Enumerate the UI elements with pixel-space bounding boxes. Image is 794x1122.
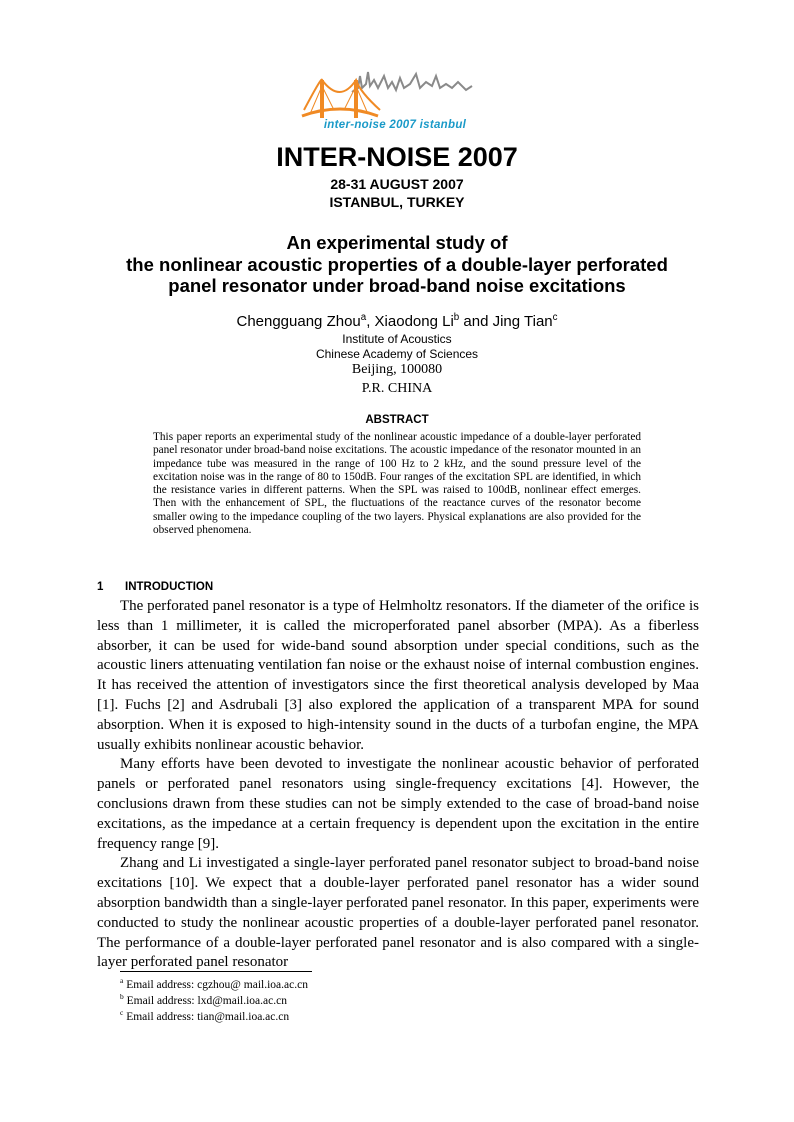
author-mark: c <box>552 312 558 323</box>
bridge-skyline-icon <box>300 62 490 122</box>
footnote-mark: a <box>120 976 124 986</box>
paragraph: Zhang and Li investigated a single-layer perforated panel resonator subject to broad-band noise excitations [10]. We expect that a double-layer perforated panel resonator has a wider sound absorption bandwidth than a single-layer perforated panel resonator. In this paper, experiments were conducted to study the nonlinear acoustic properties of a double-layer perforated panel resonator. The performance of a double-layer perforated panel resonator and is also compared with a single-layer perforated panel resonator <box>97 855 699 971</box>
author-separator: , <box>366 313 375 330</box>
paper-title-line-3: panel resonator under broad-band noise excitations <box>168 275 626 296</box>
abstract-heading: ABSTRACT <box>365 414 429 426</box>
footnote-mark: c <box>120 1008 124 1018</box>
conference-logo <box>300 62 490 140</box>
footnote-text: Email address: lxd@mail.ioa.ac.cn <box>123 995 287 1007</box>
footnote-divider <box>120 971 312 972</box>
section-title: INTRODUCTION <box>125 581 214 593</box>
conference-date: 28-31 AUGUST 2007 <box>330 176 464 192</box>
author-name: Xiaodong Li <box>374 313 454 330</box>
section-number: 1 <box>97 581 104 593</box>
paper-title-line-1: An experimental study of <box>286 232 508 253</box>
paragraph: The perforated panel resonator is a type of Helmholtz resonators. If the diameter of the orifice is less than 1 millimeter, it is called the microperforated panel absorber (MPA). As a fiberless absorber, it can be used for wide-band sound absorption under special conditions, such as the acoustic liners attenuating ventilation fan noise or the exhaust noise of internal combustion engines. It has received the attention of investigators since the first theoretical analysis developed by Maa [1]. Fuchs [2] and Asdrubali [3] also explored the application of a transparent MPA for sound absorption. When it is exposed to high-intensity sound in the ducts of a turbofan engine, the MPA usually exhibits nonlinear acoustic behavior. <box>97 598 699 753</box>
paper-title-line-2: the nonlinear acoustic properties of a double-layer perforated <box>126 254 668 275</box>
author-mark: a <box>360 312 367 323</box>
conference-title: INTER-NOISE 2007 <box>276 142 518 172</box>
footnote-mark: b <box>120 992 124 1002</box>
introduction-body <box>97 597 699 973</box>
section-heading <box>97 581 213 593</box>
author-name: Jing Tian <box>492 313 553 330</box>
abstract-text: This paper reports an experimental study of the nonlinear acoustic impedance of a double-layer perforated panel resonator under broad-band noise excitations. The acoustic impedance of the resonator mounted in an impedance tube was measured in the range of 100 Hz to 2 kHz, and the sound pressure level of the excitation noise was in the range of 80 to 150dB. Four ranges of the excitation SPL are identified, in which the resistance varies in different patterns. When the SPL was raised to 100dB, nonlinear effect emerges. Then with the enhancement of SPL, the fluctuations of the reactance curves of the resonator become smaller owing to the impedance coupling of the two layers. Physical explanations are also provided for the observed phenomena. <box>153 431 641 537</box>
logo-text: inter-noise 2007 istanbul <box>323 119 467 131</box>
footnote-text: Email address: tian@mail.ioa.ac.cn <box>123 1011 290 1023</box>
paragraph: Many efforts have been devoted to investigate the nonlinear acoustic behavior of perforated panels or perforated panel resonators using single-frequency excitations [4]. However, the conclusions drawn from these studies can not be simply extended to the case of broad-band noise excitations, as the impedance at a certain frequency is dependent upon the excitation in the entire frequency range [9]. <box>97 756 699 852</box>
author-list <box>0 313 794 330</box>
author-mark: b <box>453 312 460 323</box>
conference-location: ISTANBUL, TURKEY <box>329 194 465 210</box>
footnote <box>120 992 287 1007</box>
author-separator: and <box>459 313 493 330</box>
footnote-text: Email address: cgzhou@ mail.ioa.ac.cn <box>123 979 308 991</box>
footnote <box>120 1008 290 1023</box>
affiliation-institute: Institute of Acoustics <box>342 332 452 346</box>
affiliation-academy: Chinese Academy of Sciences <box>315 347 479 361</box>
affiliation-country: P.R. CHINA <box>361 381 433 396</box>
affiliation-city: Beijing, 100080 <box>351 362 443 377</box>
author-name: Chengguang Zhou <box>236 313 361 330</box>
footnote <box>120 976 308 991</box>
